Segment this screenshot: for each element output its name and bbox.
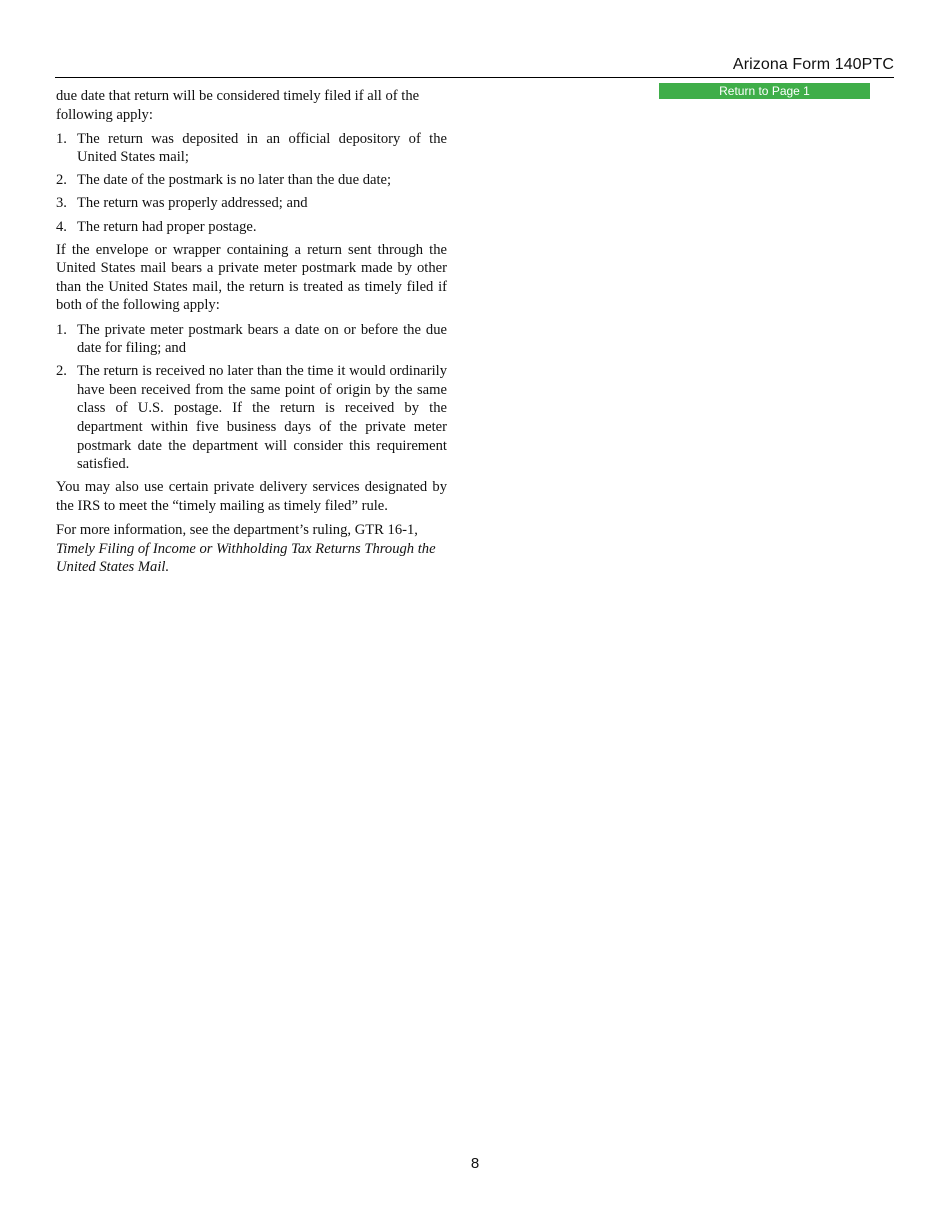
list-item-text: The return was deposited in an official depository of the United States mail; bbox=[77, 130, 447, 166]
list-item-text: The return was properly addressed; and bbox=[77, 195, 308, 212]
private-meter-paragraph: If the envelope or wrapper containing a return sent through the United States mail bears a private meter postmark made by other than the United States mail, the return is treated as timely filed if both of the following apply: bbox=[56, 241, 447, 314]
form-title: Arizona Form 140PTC bbox=[732, 56, 894, 73]
list-item-text: The return had proper postage. bbox=[77, 218, 257, 235]
ruling-title: Timely Filing of Income or Withholding Tax Returns Through the United States Mail. bbox=[56, 540, 436, 576]
private-delivery-paragraph: You may also use certain private delivery services designated by the IRS to meet the “timely mailing as timely filed” rule. bbox=[56, 479, 447, 514]
instructions-column bbox=[56, 87, 447, 582]
list-item-text: The return is received no later than the time it would ordinarily have been received from the same point of origin by the same class of U.S. postage. If the return is received by the department within five business days of the private meter postmark date the department will consider this requirement satisfied. bbox=[77, 363, 447, 473]
list-item bbox=[56, 171, 447, 190]
page-number: 8 bbox=[470, 1155, 480, 1172]
list-item-number: 2. bbox=[56, 172, 67, 189]
private-meter-conditions-list bbox=[56, 321, 447, 474]
list-item-number: 1. bbox=[56, 321, 67, 338]
more-information-lead: For more information, see the department’s ruling, GTR 16-1, bbox=[56, 521, 418, 538]
list-item-text: The date of the postmark is no later than the due date; bbox=[77, 172, 392, 189]
list-item bbox=[56, 362, 447, 474]
list-item bbox=[56, 194, 447, 213]
more-information-paragraph bbox=[56, 521, 447, 577]
timely-filed-conditions-list bbox=[56, 130, 447, 236]
list-item bbox=[56, 321, 447, 358]
return-to-page-1-button[interactable]: Return to Page 1 bbox=[659, 83, 870, 99]
list-item-text: The private meter postmark bears a date on or before the due date for filing; and bbox=[77, 321, 447, 357]
intro-paragraph: due date that return will be considered timely filed if all of the following apply: bbox=[56, 88, 420, 123]
list-item-number: 1. bbox=[56, 130, 67, 147]
list-item-number: 3. bbox=[56, 195, 67, 212]
list-item-number: 4. bbox=[56, 218, 67, 235]
list-item-number: 2. bbox=[56, 363, 67, 380]
header-rule bbox=[55, 77, 894, 78]
list-item bbox=[56, 130, 447, 167]
list-item bbox=[56, 218, 447, 237]
